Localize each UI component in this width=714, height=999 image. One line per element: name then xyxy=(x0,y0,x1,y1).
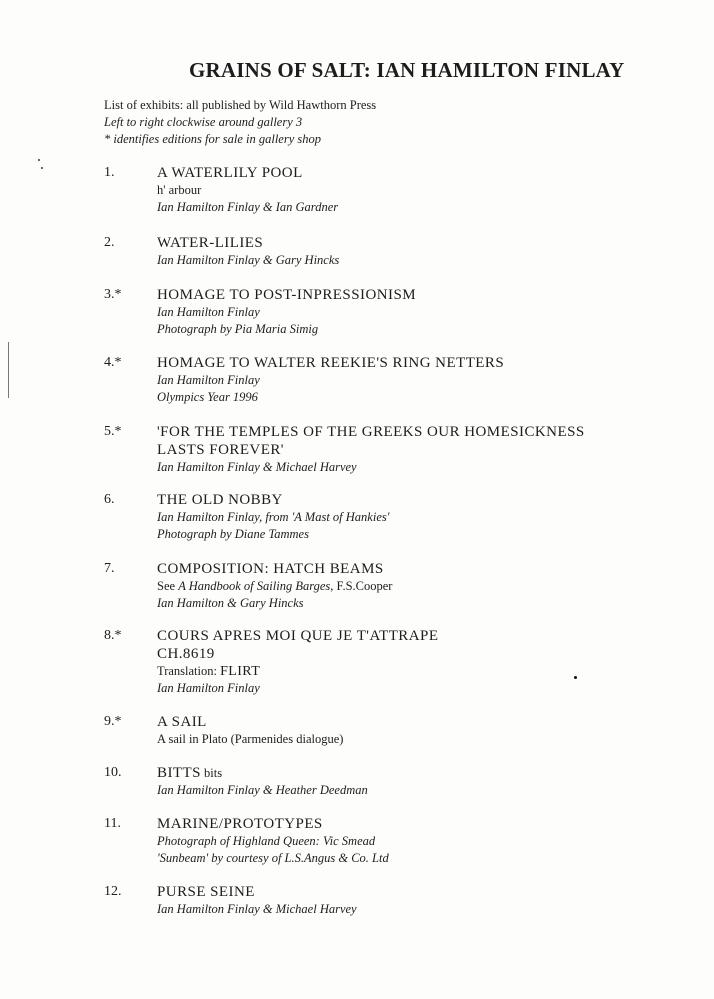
exhibit-body xyxy=(157,286,657,338)
translation-label: Translation: xyxy=(157,664,221,678)
exhibit-catalogue-number: CH.8619 xyxy=(157,646,215,662)
exhibit-body xyxy=(157,164,657,216)
exhibit-body xyxy=(157,234,657,269)
exhibit-title: COMPOSITION: HATCH BEAMS xyxy=(157,561,384,577)
scan-dot xyxy=(38,159,40,161)
exhibit-number: 10. xyxy=(104,765,122,780)
exhibit-credit: Ian Hamilton Finlay & Ian Gardner xyxy=(157,200,339,214)
exhibit-see-reference xyxy=(157,578,657,595)
exhibit-body xyxy=(157,560,657,612)
exhibit-number: 1. xyxy=(104,165,115,180)
exhibit-credit: Ian Hamilton Finlay, from 'A Mast of Hankies' xyxy=(157,510,390,524)
exhibit-credit: Ian Hamilton Finlay xyxy=(157,305,260,319)
exhibit-number: 8.* xyxy=(104,628,122,643)
exhibit-credit: Ian Hamilton Finlay xyxy=(157,681,260,695)
exhibit-body xyxy=(157,764,657,799)
exhibit-courtesy-credit: 'Sunbeam' by courtesy of L.S.Angus & Co. Ltd xyxy=(157,851,389,865)
scan-dot xyxy=(41,167,43,169)
exhibit-year: Olympics Year 1996 xyxy=(157,390,258,404)
exhibit-number: 12. xyxy=(104,884,122,899)
exhibit-credit: Ian Hamilton Finlay xyxy=(157,373,260,387)
exhibit-credit: Ian Hamilton & Gary Hincks xyxy=(157,596,304,610)
exhibit-body xyxy=(157,627,657,697)
exhibit-photo-credit: Photograph of Highland Queen: Vic Smead xyxy=(157,834,376,848)
see-prefix: See xyxy=(157,579,179,593)
exhibit-title-suffix: bits xyxy=(200,766,223,780)
exhibit-title-continued: LASTS FOREVER' xyxy=(157,442,284,458)
exhibit-number: 7. xyxy=(104,561,115,576)
exhibit-title: PURSE SEINE xyxy=(157,884,255,900)
exhibit-body xyxy=(157,815,657,867)
exhibit-photo-credit: Photograph by Diane Tammes xyxy=(157,527,309,541)
exhibit-number: 2. xyxy=(104,235,115,250)
exhibit-line: A sail in Plato (Parmenides dialogue) xyxy=(157,732,344,746)
exhibit-credit: Ian Hamilton Finlay & Heather Deedman xyxy=(157,783,368,797)
exhibit-number: 5.* xyxy=(104,424,122,439)
exhibit-title: COURS APRES MOI QUE JE T'ATTRAPE xyxy=(157,628,439,644)
intro-block xyxy=(104,97,376,148)
exhibit-title: WATER-LILIES xyxy=(157,235,264,251)
exhibit-credit: Ian Hamilton Finlay & Gary Hincks xyxy=(157,253,340,267)
scan-dot xyxy=(574,676,577,679)
exhibit-number: 3.* xyxy=(104,287,122,302)
exhibit-credit: Ian Hamilton Finlay & Michael Harvey xyxy=(157,460,357,474)
intro-line-direction: Left to right clockwise around gallery 3 xyxy=(104,115,303,129)
exhibit-title: 'FOR THE TEMPLES OF THE GREEKS OUR HOMESICKNESS xyxy=(157,424,585,440)
exhibit-line: h' arbour xyxy=(157,183,202,197)
exhibit-number: 11. xyxy=(104,816,121,831)
exhibit-title: HOMAGE TO WALTER REEKIE'S RING NETTERS xyxy=(157,355,505,371)
exhibit-title: THE OLD NOBBY xyxy=(157,492,283,508)
exhibit-title: A SAIL xyxy=(157,714,207,730)
exhibit-photo-credit: Photograph by Pia Maria Simig xyxy=(157,322,319,336)
see-book-title: A Handbook of Sailing Barges xyxy=(178,579,331,593)
translation-value: FLIRT xyxy=(220,664,261,679)
exhibit-title: BITTS xyxy=(157,765,201,781)
exhibit-body xyxy=(157,423,657,476)
scan-mark xyxy=(8,342,9,398)
exhibit-title-row xyxy=(157,764,657,782)
exhibit-title: MARINE/PROTOTYPES xyxy=(157,816,323,832)
exhibit-translation xyxy=(157,663,657,680)
see-author: , F.S.Cooper xyxy=(330,579,393,593)
exhibit-title: A WATERLILY POOL xyxy=(157,165,303,181)
exhibit-credit: Ian Hamilton Finlay & Michael Harvey xyxy=(157,902,357,916)
exhibit-body xyxy=(157,883,657,918)
intro-line-publisher: List of exhibits: all published by Wild Hawthorn Press xyxy=(104,98,377,112)
exhibit-body xyxy=(157,713,657,748)
intro-line-sale-note: * identifies editions for sale in gallery shop xyxy=(104,132,321,146)
exhibit-number: 6. xyxy=(104,492,115,507)
exhibit-number: 4.* xyxy=(104,355,122,370)
exhibit-body xyxy=(157,491,657,543)
exhibit-body xyxy=(157,354,657,406)
exhibit-number: 9.* xyxy=(104,714,122,729)
exhibit-title: HOMAGE TO POST-INPRESSIONISM xyxy=(157,287,417,303)
page-title: GRAINS OF SALT: IAN HAMILTON FINLAY xyxy=(189,58,625,82)
